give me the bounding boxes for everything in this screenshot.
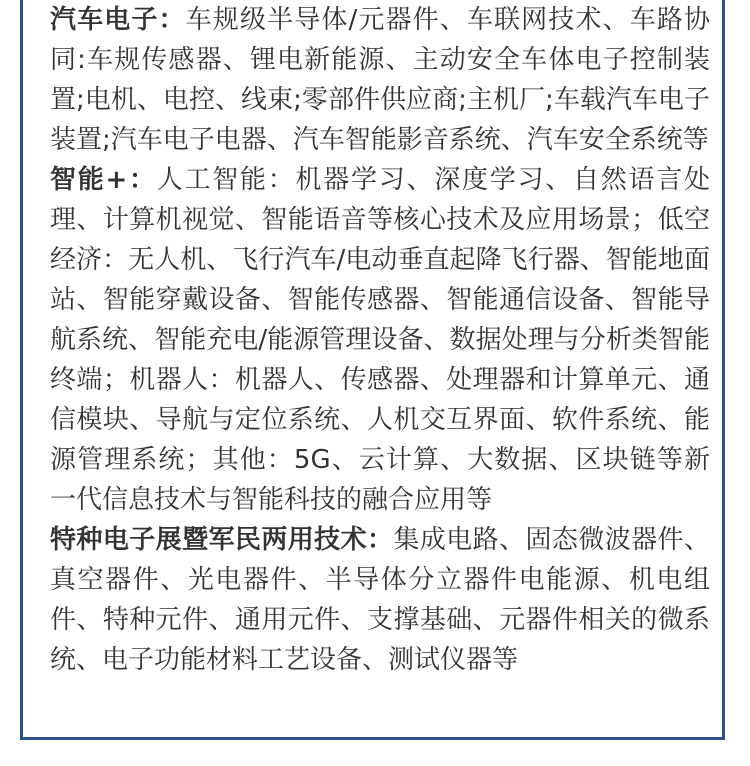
exhibit-scope-list xyxy=(50,0,710,680)
section-body: 集成电路、固态微波器件、真空器件、光电器件、半导体分立器件电能源、机电组件、特种元件、通用元件、支撑基础、元器件相关的微系统、电子功能材料工艺设备、测试仪器等 xyxy=(50,525,710,675)
section-automotive-electronics xyxy=(50,0,710,160)
section-special-electronics xyxy=(50,520,710,680)
section-heading: 汽车电子： xyxy=(50,5,186,35)
section-body: 车规级半导体/元器件、车联网技术、车路协同:车规传感器、锂电新能源、主动安全车体电子控制装置;电机、电控、线束;零部件供应商;主机厂;车载汽车电子装置;汽车电子电器、汽车智能影音系统、汽车安全系统等 xyxy=(50,5,710,155)
section-heading: 特种电子展暨军民两用技术： xyxy=(50,525,394,555)
section-intelligence-plus xyxy=(50,160,710,520)
section-heading: 智能+： xyxy=(50,165,157,195)
section-body: 人工智能：机器学习、深度学习、自然语言处理、计算机视觉、智能语音等核心技术及应用场景；低空经济：无人机、飞行汽车/电动垂直起降飞行器、智能地面站、智能穿戴设备、智能传感器、智能通信设备、智能导航系统、智能充电/能源管理设备、数据处理与分析类智能终端；机器人：机器人、传感器、处理器和计算单元、通信模块、导航与定位系统、人机交互界面、软件系统、能源管理系统；其他：5G、云计算、大数据、区块链等新一代信息技术与智能科技的融合应用等 xyxy=(50,165,710,515)
